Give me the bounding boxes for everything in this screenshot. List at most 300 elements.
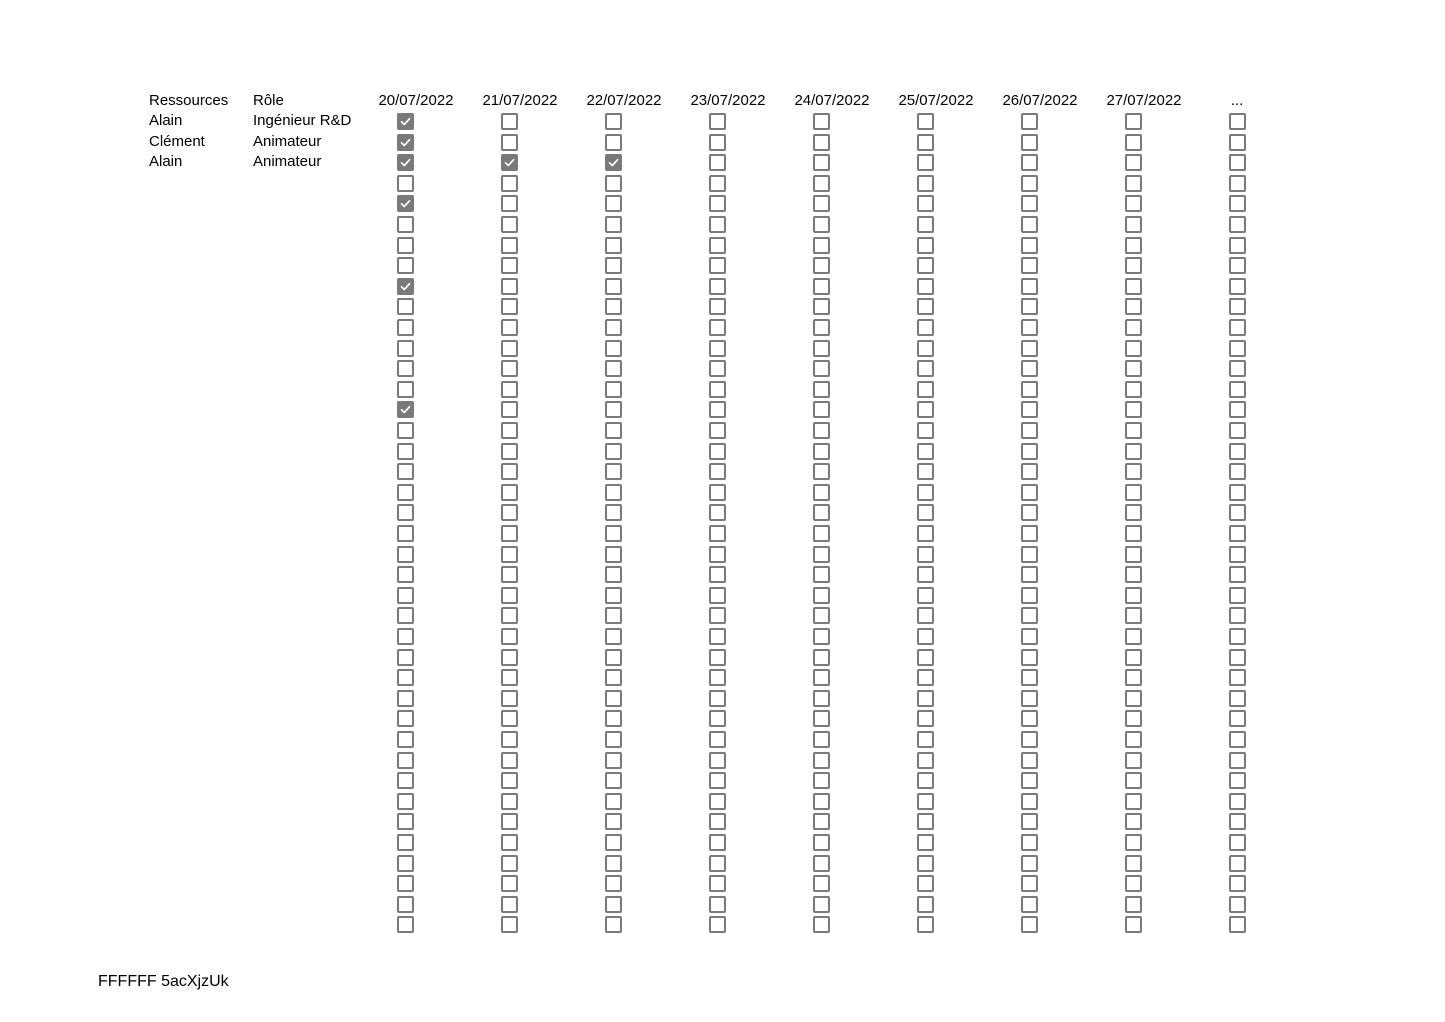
checkbox[interactable] [1021, 360, 1038, 377]
checkbox[interactable] [1021, 916, 1038, 933]
checkbox[interactable] [1125, 504, 1142, 521]
checkbox[interactable] [1021, 195, 1038, 212]
checkbox[interactable] [1125, 175, 1142, 192]
checkbox[interactable] [1125, 669, 1142, 686]
checkbox[interactable] [1021, 113, 1038, 130]
checkbox[interactable] [709, 257, 726, 274]
checkbox[interactable] [501, 340, 518, 357]
checkbox[interactable] [605, 690, 622, 707]
checkbox[interactable] [709, 566, 726, 583]
checkbox[interactable] [813, 319, 830, 336]
checkbox[interactable] [501, 484, 518, 501]
checkbox[interactable] [709, 278, 726, 295]
checkbox[interactable] [397, 855, 414, 872]
checkbox[interactable] [813, 422, 830, 439]
checkbox[interactable] [397, 628, 414, 645]
checkbox[interactable] [1229, 381, 1246, 398]
checkbox[interactable] [917, 443, 934, 460]
checkbox[interactable] [1229, 813, 1246, 830]
checkbox[interactable] [1021, 566, 1038, 583]
checkbox[interactable] [501, 916, 518, 933]
checkbox[interactable] [1021, 546, 1038, 563]
checkbox[interactable] [501, 607, 518, 624]
checkbox[interactable] [1125, 381, 1142, 398]
checkbox[interactable] [1125, 607, 1142, 624]
checkbox[interactable] [397, 216, 414, 233]
checkbox[interactable] [1229, 113, 1246, 130]
checkbox[interactable] [813, 298, 830, 315]
checkbox[interactable] [813, 134, 830, 151]
checkbox[interactable] [1229, 257, 1246, 274]
checkbox[interactable] [1125, 731, 1142, 748]
checkbox[interactable] [1021, 463, 1038, 480]
checkbox[interactable] [917, 793, 934, 810]
checkbox[interactable] [501, 731, 518, 748]
checkbox[interactable] [1229, 607, 1246, 624]
checkbox[interactable] [917, 607, 934, 624]
checkbox[interactable] [917, 566, 934, 583]
checkbox[interactable] [1021, 278, 1038, 295]
checkbox[interactable] [709, 237, 726, 254]
checkbox[interactable] [917, 916, 934, 933]
checkbox-checked[interactable] [397, 401, 414, 418]
checkbox[interactable] [813, 813, 830, 830]
checkbox[interactable] [605, 360, 622, 377]
checkbox[interactable] [1125, 690, 1142, 707]
checkbox[interactable] [605, 113, 622, 130]
checkbox[interactable] [1229, 546, 1246, 563]
checkbox[interactable] [1229, 875, 1246, 892]
checkbox[interactable] [917, 813, 934, 830]
checkbox[interactable] [709, 855, 726, 872]
checkbox[interactable] [709, 401, 726, 418]
checkbox[interactable] [1229, 360, 1246, 377]
checkbox[interactable] [501, 669, 518, 686]
checkbox[interactable] [917, 669, 934, 686]
checkbox[interactable] [709, 649, 726, 666]
checkbox[interactable] [501, 175, 518, 192]
checkbox[interactable] [605, 813, 622, 830]
checkbox[interactable] [605, 298, 622, 315]
checkbox[interactable] [1125, 340, 1142, 357]
checkbox[interactable] [397, 504, 414, 521]
checkbox[interactable] [397, 360, 414, 377]
checkbox[interactable] [709, 360, 726, 377]
checkbox[interactable] [1125, 422, 1142, 439]
checkbox[interactable] [501, 772, 518, 789]
checkbox[interactable] [917, 710, 934, 727]
checkbox[interactable] [501, 360, 518, 377]
checkbox[interactable] [813, 401, 830, 418]
checkbox[interactable] [813, 154, 830, 171]
checkbox[interactable] [813, 463, 830, 480]
checkbox[interactable] [1229, 401, 1246, 418]
checkbox[interactable] [1125, 463, 1142, 480]
checkbox[interactable] [1021, 731, 1038, 748]
checkbox[interactable] [813, 793, 830, 810]
checkbox[interactable] [397, 710, 414, 727]
checkbox[interactable] [917, 195, 934, 212]
checkbox[interactable] [397, 875, 414, 892]
checkbox[interactable] [501, 257, 518, 274]
checkbox[interactable] [917, 340, 934, 357]
checkbox[interactable] [813, 340, 830, 357]
checkbox[interactable] [709, 113, 726, 130]
checkbox[interactable] [1021, 669, 1038, 686]
checkbox[interactable] [397, 690, 414, 707]
checkbox[interactable] [397, 772, 414, 789]
checkbox[interactable] [605, 340, 622, 357]
checkbox[interactable] [813, 525, 830, 542]
checkbox[interactable] [1229, 855, 1246, 872]
checkbox[interactable] [501, 278, 518, 295]
checkbox[interactable] [813, 587, 830, 604]
checkbox[interactable] [501, 443, 518, 460]
checkbox[interactable] [501, 422, 518, 439]
checkbox-checked[interactable] [397, 278, 414, 295]
checkbox[interactable] [917, 154, 934, 171]
checkbox[interactable] [709, 546, 726, 563]
checkbox[interactable] [917, 175, 934, 192]
checkbox[interactable] [709, 443, 726, 460]
checkbox[interactable] [501, 546, 518, 563]
checkbox[interactable] [917, 463, 934, 480]
checkbox[interactable] [605, 175, 622, 192]
checkbox[interactable] [813, 834, 830, 851]
checkbox[interactable] [605, 134, 622, 151]
checkbox-checked[interactable] [397, 134, 414, 151]
checkbox[interactable] [605, 669, 622, 686]
checkbox[interactable] [605, 587, 622, 604]
checkbox[interactable] [1229, 504, 1246, 521]
checkbox[interactable] [1125, 896, 1142, 913]
checkbox[interactable] [917, 834, 934, 851]
checkbox[interactable] [917, 649, 934, 666]
checkbox[interactable] [501, 504, 518, 521]
checkbox[interactable] [605, 504, 622, 521]
checkbox[interactable] [709, 834, 726, 851]
checkbox[interactable] [709, 298, 726, 315]
checkbox[interactable] [397, 607, 414, 624]
checkbox[interactable] [605, 237, 622, 254]
checkbox[interactable] [1021, 154, 1038, 171]
checkbox[interactable] [1125, 813, 1142, 830]
checkbox[interactable] [397, 175, 414, 192]
checkbox[interactable] [1125, 793, 1142, 810]
checkbox[interactable] [813, 546, 830, 563]
checkbox[interactable] [605, 875, 622, 892]
checkbox[interactable] [1229, 649, 1246, 666]
checkbox[interactable] [917, 772, 934, 789]
checkbox[interactable] [1125, 710, 1142, 727]
checkbox[interactable] [1125, 237, 1142, 254]
checkbox[interactable] [1125, 566, 1142, 583]
checkbox[interactable] [501, 237, 518, 254]
checkbox[interactable] [917, 752, 934, 769]
checkbox[interactable] [1021, 298, 1038, 315]
checkbox[interactable] [1021, 875, 1038, 892]
checkbox[interactable] [397, 916, 414, 933]
checkbox[interactable] [1021, 628, 1038, 645]
checkbox[interactable] [1229, 237, 1246, 254]
checkbox-checked[interactable] [501, 154, 518, 171]
checkbox[interactable] [605, 752, 622, 769]
checkbox[interactable] [813, 113, 830, 130]
checkbox[interactable] [1229, 896, 1246, 913]
checkbox[interactable] [501, 401, 518, 418]
checkbox[interactable] [501, 525, 518, 542]
checkbox[interactable] [1021, 587, 1038, 604]
checkbox[interactable] [1125, 546, 1142, 563]
checkbox[interactable] [1125, 113, 1142, 130]
checkbox[interactable] [1125, 525, 1142, 542]
checkbox[interactable] [1125, 443, 1142, 460]
checkbox[interactable] [1125, 628, 1142, 645]
checkbox[interactable] [397, 752, 414, 769]
checkbox[interactable] [501, 855, 518, 872]
checkbox[interactable] [1125, 195, 1142, 212]
checkbox[interactable] [709, 216, 726, 233]
checkbox[interactable] [1021, 690, 1038, 707]
checkbox[interactable] [709, 319, 726, 336]
checkbox[interactable] [605, 278, 622, 295]
checkbox[interactable] [605, 607, 622, 624]
checkbox[interactable] [709, 134, 726, 151]
checkbox[interactable] [501, 319, 518, 336]
checkbox[interactable] [1229, 690, 1246, 707]
checkbox[interactable] [1229, 278, 1246, 295]
checkbox[interactable] [397, 587, 414, 604]
checkbox[interactable] [1125, 855, 1142, 872]
checkbox[interactable] [397, 463, 414, 480]
checkbox[interactable] [1229, 319, 1246, 336]
checkbox[interactable] [501, 113, 518, 130]
checkbox[interactable] [1229, 731, 1246, 748]
checkbox[interactable] [605, 381, 622, 398]
checkbox[interactable] [1125, 319, 1142, 336]
checkbox[interactable] [605, 525, 622, 542]
checkbox[interactable] [397, 669, 414, 686]
checkbox[interactable] [501, 813, 518, 830]
checkbox[interactable] [1021, 772, 1038, 789]
checkbox[interactable] [1125, 134, 1142, 151]
checkbox[interactable] [1021, 813, 1038, 830]
checkbox-checked[interactable] [605, 154, 622, 171]
checkbox[interactable] [813, 484, 830, 501]
checkbox[interactable] [709, 710, 726, 727]
checkbox[interactable] [917, 484, 934, 501]
checkbox[interactable] [1125, 360, 1142, 377]
checkbox[interactable] [1229, 175, 1246, 192]
checkbox[interactable] [1021, 504, 1038, 521]
checkbox[interactable] [605, 649, 622, 666]
checkbox[interactable] [1125, 772, 1142, 789]
checkbox[interactable] [709, 587, 726, 604]
checkbox[interactable] [917, 504, 934, 521]
checkbox[interactable] [1021, 216, 1038, 233]
checkbox[interactable] [1021, 752, 1038, 769]
checkbox[interactable] [605, 546, 622, 563]
checkbox[interactable] [1125, 649, 1142, 666]
checkbox[interactable] [917, 257, 934, 274]
checkbox[interactable] [1125, 484, 1142, 501]
checkbox[interactable] [397, 896, 414, 913]
checkbox[interactable] [1021, 422, 1038, 439]
checkbox[interactable] [917, 360, 934, 377]
checkbox[interactable] [1229, 710, 1246, 727]
checkbox[interactable] [1021, 896, 1038, 913]
checkbox[interactable] [397, 649, 414, 666]
checkbox[interactable] [709, 772, 726, 789]
checkbox[interactable] [605, 195, 622, 212]
checkbox[interactable] [709, 381, 726, 398]
checkbox[interactable] [1229, 752, 1246, 769]
checkbox[interactable] [813, 237, 830, 254]
checkbox[interactable] [397, 340, 414, 357]
checkbox[interactable] [917, 546, 934, 563]
checkbox[interactable] [1021, 607, 1038, 624]
checkbox[interactable] [917, 587, 934, 604]
checkbox[interactable] [501, 628, 518, 645]
checkbox[interactable] [1125, 875, 1142, 892]
checkbox[interactable] [1229, 916, 1246, 933]
checkbox[interactable] [709, 690, 726, 707]
checkbox[interactable] [813, 175, 830, 192]
checkbox[interactable] [501, 298, 518, 315]
checkbox[interactable] [709, 195, 726, 212]
checkbox[interactable] [813, 257, 830, 274]
checkbox[interactable] [917, 113, 934, 130]
checkbox[interactable] [813, 690, 830, 707]
checkbox[interactable] [1229, 134, 1246, 151]
checkbox[interactable] [1021, 340, 1038, 357]
checkbox[interactable] [1021, 319, 1038, 336]
checkbox[interactable] [709, 793, 726, 810]
checkbox[interactable] [813, 710, 830, 727]
checkbox[interactable] [917, 731, 934, 748]
checkbox[interactable] [917, 319, 934, 336]
checkbox[interactable] [501, 752, 518, 769]
checkbox[interactable] [501, 587, 518, 604]
checkbox[interactable] [813, 875, 830, 892]
checkbox[interactable] [813, 443, 830, 460]
checkbox[interactable] [917, 875, 934, 892]
checkbox[interactable] [397, 525, 414, 542]
checkbox[interactable] [397, 422, 414, 439]
checkbox[interactable] [397, 731, 414, 748]
checkbox[interactable] [709, 607, 726, 624]
checkbox[interactable] [501, 134, 518, 151]
checkbox[interactable] [397, 237, 414, 254]
checkbox[interactable] [1125, 278, 1142, 295]
checkbox[interactable] [397, 381, 414, 398]
checkbox[interactable] [1021, 710, 1038, 727]
checkbox[interactable] [397, 484, 414, 501]
checkbox[interactable] [709, 752, 726, 769]
checkbox[interactable] [813, 504, 830, 521]
checkbox[interactable] [709, 896, 726, 913]
checkbox[interactable] [501, 649, 518, 666]
checkbox[interactable] [1125, 216, 1142, 233]
checkbox[interactable] [605, 484, 622, 501]
checkbox[interactable] [397, 834, 414, 851]
checkbox[interactable] [1021, 175, 1038, 192]
checkbox[interactable] [397, 319, 414, 336]
checkbox-checked[interactable] [397, 154, 414, 171]
checkbox[interactable] [605, 896, 622, 913]
checkbox[interactable] [917, 855, 934, 872]
checkbox-checked[interactable] [397, 113, 414, 130]
checkbox[interactable] [917, 896, 934, 913]
checkbox[interactable] [917, 525, 934, 542]
checkbox[interactable] [397, 566, 414, 583]
checkbox[interactable] [1021, 525, 1038, 542]
checkbox[interactable] [813, 381, 830, 398]
checkbox[interactable] [605, 772, 622, 789]
checkbox[interactable] [917, 237, 934, 254]
checkbox[interactable] [813, 752, 830, 769]
checkbox[interactable] [709, 875, 726, 892]
checkbox[interactable] [501, 834, 518, 851]
checkbox[interactable] [1021, 484, 1038, 501]
checkbox[interactable] [501, 710, 518, 727]
checkbox[interactable] [709, 669, 726, 686]
checkbox[interactable] [813, 669, 830, 686]
checkbox[interactable] [813, 916, 830, 933]
checkbox[interactable] [709, 175, 726, 192]
checkbox[interactable] [397, 257, 414, 274]
checkbox[interactable] [501, 793, 518, 810]
checkbox[interactable] [397, 793, 414, 810]
checkbox[interactable] [605, 834, 622, 851]
checkbox[interactable] [917, 216, 934, 233]
checkbox[interactable] [1021, 649, 1038, 666]
checkbox[interactable] [501, 566, 518, 583]
checkbox[interactable] [1229, 422, 1246, 439]
checkbox[interactable] [709, 484, 726, 501]
checkbox[interactable] [813, 649, 830, 666]
checkbox[interactable] [917, 278, 934, 295]
checkbox[interactable] [1125, 916, 1142, 933]
checkbox[interactable] [501, 216, 518, 233]
checkbox[interactable] [1229, 628, 1246, 645]
checkbox[interactable] [917, 422, 934, 439]
checkbox[interactable] [1021, 401, 1038, 418]
checkbox[interactable] [1021, 834, 1038, 851]
checkbox[interactable] [709, 813, 726, 830]
checkbox[interactable] [813, 195, 830, 212]
checkbox[interactable] [501, 690, 518, 707]
checkbox[interactable] [709, 340, 726, 357]
checkbox[interactable] [605, 257, 622, 274]
checkbox[interactable] [1229, 443, 1246, 460]
checkbox[interactable] [1125, 752, 1142, 769]
checkbox[interactable] [917, 381, 934, 398]
checkbox[interactable] [1229, 793, 1246, 810]
checkbox[interactable] [1229, 484, 1246, 501]
checkbox[interactable] [917, 401, 934, 418]
checkbox[interactable] [1229, 587, 1246, 604]
checkbox[interactable] [1229, 340, 1246, 357]
checkbox[interactable] [605, 401, 622, 418]
checkbox[interactable] [917, 134, 934, 151]
checkbox[interactable] [605, 216, 622, 233]
checkbox[interactable] [1021, 855, 1038, 872]
checkbox[interactable] [709, 154, 726, 171]
checkbox[interactable] [709, 525, 726, 542]
checkbox[interactable] [1229, 525, 1246, 542]
checkbox[interactable] [813, 896, 830, 913]
